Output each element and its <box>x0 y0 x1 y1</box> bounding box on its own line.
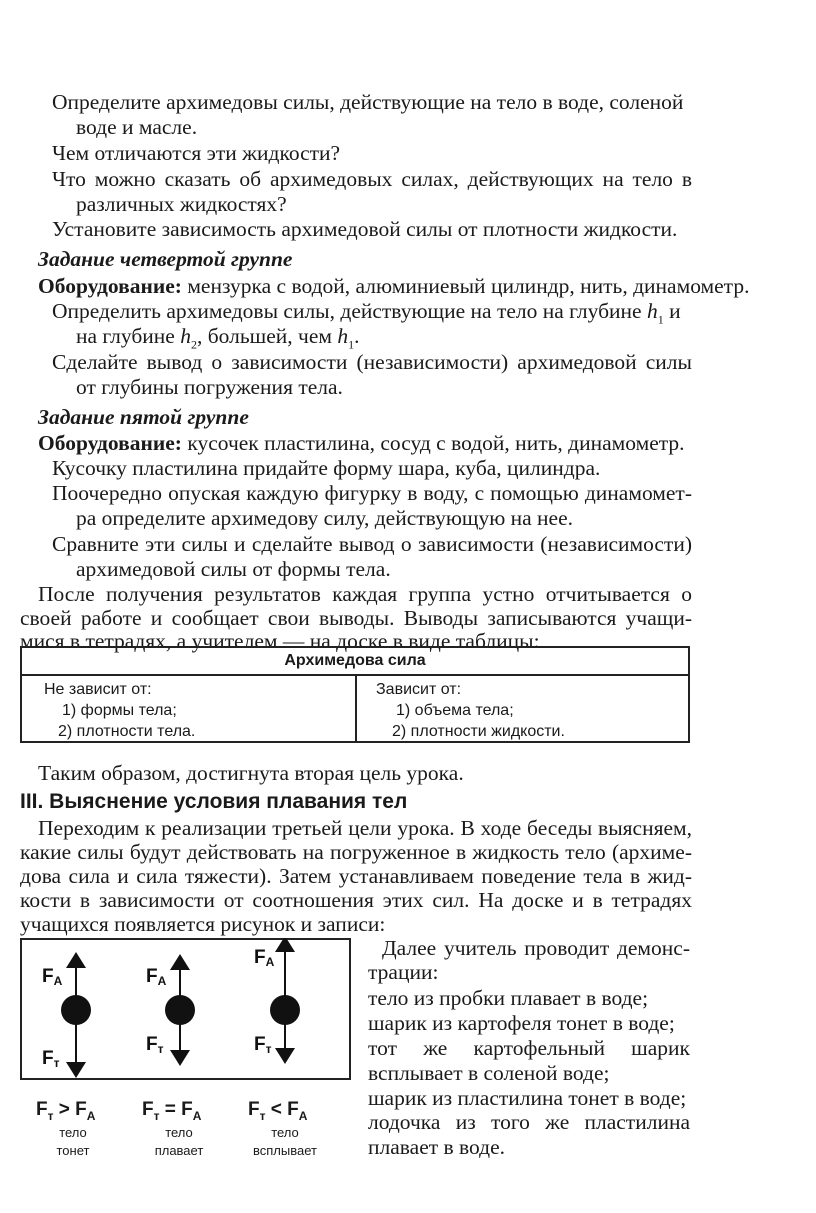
group4-equipment-text: мензурка с водой, алюминиевый цилиндр, нить, динамометр. <box>187 274 750 298</box>
group4-line-2-text: на глубине <box>76 324 175 348</box>
section3-heading: III. Выяснение условия плавания тел <box>20 790 408 813</box>
var-h-sub: 2 <box>190 337 197 352</box>
demo-line-2: трации: <box>368 960 439 984</box>
ball-icon <box>165 995 195 1025</box>
table-left-title: Не зависит от: <box>44 681 152 698</box>
caption-floats: тело плавает <box>154 1125 204 1158</box>
intro-line-5: различных жидкостях? <box>76 192 287 216</box>
var-h: h <box>180 324 191 348</box>
group4-line-3: Сделайте вывод о зависимости (независимости) архимедовой силы <box>52 350 692 374</box>
intro-line-4: Что можно сказать об архимедовых силах, действующих на тело в <box>52 167 692 191</box>
var-h-sub: 1 <box>348 337 355 352</box>
section3-line-4: кости в зависимости от соотношения этих сил. На доске и в тетрадях <box>20 888 692 912</box>
table-header: Архимедова сила <box>22 648 688 676</box>
demo-line-1: Далее учитель проводит демонс- <box>382 936 690 960</box>
ft-label-3: Fт <box>254 1034 272 1056</box>
report-line-2: своей работе и сообщает свои выводы. Выводы записываются учащи- <box>20 606 692 630</box>
goal2-line: Таким образом, достигнута вторая цель урока. <box>38 761 464 785</box>
group5-equipment <box>38 431 710 455</box>
group4-title: Задание четвертой группе <box>38 247 293 271</box>
table-divider <box>355 674 357 743</box>
intro-line-3: Чем отличаются эти жидкости? <box>52 141 341 165</box>
demo-line-9: плавает в воде. <box>368 1135 506 1159</box>
relation-rises: $F_т < F_A$ <box>248 1099 308 1123</box>
ball-icon <box>270 995 300 1025</box>
group5-line-3: ра определите архимедову силу, действующую на нее. <box>76 506 574 530</box>
group5-line-1: Кусочку пластилина придайте форму шара, куба, цилиндра. <box>52 456 601 480</box>
report-line-3: мися в тетрадях, а учителем — на доске в виде таблицы: <box>20 629 540 653</box>
report-line-1: После получения результатов каждая группа устно отчитывается о <box>38 582 692 606</box>
demo-line-6: всплывает в соленой воде; <box>368 1061 610 1085</box>
demo-line-7: шарик из пластилина тонет в воде; <box>368 1086 687 1110</box>
forces-figure <box>20 938 351 1080</box>
body-sinks <box>61 960 91 1070</box>
var-h-sub: 1 <box>657 312 664 327</box>
archimedes-table <box>20 646 690 743</box>
ball-icon <box>61 995 91 1025</box>
group4-line-2-mid: , большей, чем <box>196 324 332 348</box>
intro-line-1: Определите архимедовы силы, действующие на тело в воде, соленой <box>52 90 684 114</box>
group5-line-2: Поочередно опуская каждую фигурку в воду, с помощью динамомет- <box>52 481 692 505</box>
group4-line-4: от глубины погружения тела. <box>76 375 343 399</box>
table-left-item-2: 2) плотности тела. <box>58 723 196 740</box>
demo-line-8: лодочка из того же пластилина <box>368 1110 690 1134</box>
table-right-title: Зависит от: <box>376 681 462 698</box>
body-floats <box>165 962 195 1058</box>
group4-line-2-end: . <box>354 324 360 348</box>
var-h: h <box>337 324 349 348</box>
group4-line-1-end: и <box>669 299 681 323</box>
section3-line-5: учащихся появляется рисунок и записи: <box>20 912 386 936</box>
table-left-item-1: 1) формы тела; <box>62 702 177 719</box>
table-right-item-2: 2) плотности жидкости. <box>392 723 565 740</box>
var-h: h <box>646 299 658 323</box>
fa-label-1: FA <box>42 966 63 988</box>
section3-line-2: какие силы будут действовать на погруженное в жидкость тело (архиме- <box>20 840 692 864</box>
group5-title: Задание пятой группе <box>38 405 249 429</box>
intro-line-2: воде и масле. <box>76 115 198 139</box>
fa-label-3: FA <box>254 947 275 969</box>
group5-line-5: архимедовой силы от формы тела. <box>76 557 391 581</box>
group5-line-4: Сравните эти силы и сделайте вывод о зависимости (независимости) <box>52 532 692 556</box>
demo-line-5: тот же картофельный шарик <box>368 1036 690 1060</box>
group4-equipment <box>38 274 750 298</box>
group5-equipment-text: кусочек пластилина, сосуд с водой, нить, динамометр. <box>187 431 685 455</box>
relation-floats: $F_т = F_A$ <box>142 1099 202 1123</box>
fa-label-2: FA <box>146 966 167 988</box>
group4-equipment-label: Оборудование: <box>38 274 182 298</box>
ft-label-1: Fт <box>42 1048 60 1070</box>
section3-line-3: дова сила и сила тяжести). Затем устанавливаем поведение тела в жид- <box>20 864 692 888</box>
body-rises <box>270 944 300 1056</box>
table-right-item-1: 1) объема тела; <box>396 702 514 719</box>
caption-sinks: тело тонет <box>56 1125 90 1158</box>
ft-label-2: Fт <box>146 1034 164 1056</box>
demo-line-3: тело из пробки плавает в воде; <box>368 986 649 1010</box>
section3-line-1: Переходим к реализации третьей цели урока. В ходе беседы выясняем, <box>38 816 692 840</box>
intro-line-6: Установите зависимость архимедовой силы от плотности жидкости. <box>52 217 678 241</box>
group5-equipment-label: Оборудование: <box>38 431 182 455</box>
caption-rises: тело всплывает <box>253 1125 317 1158</box>
demo-line-4: шарик из картофеля тонет в воде; <box>368 1011 675 1035</box>
relation-sinks: $F_т > F_A$ <box>36 1099 96 1123</box>
group4-line-1-text: Определить архимедовы силы, действующие на тело на глубине <box>52 299 642 323</box>
